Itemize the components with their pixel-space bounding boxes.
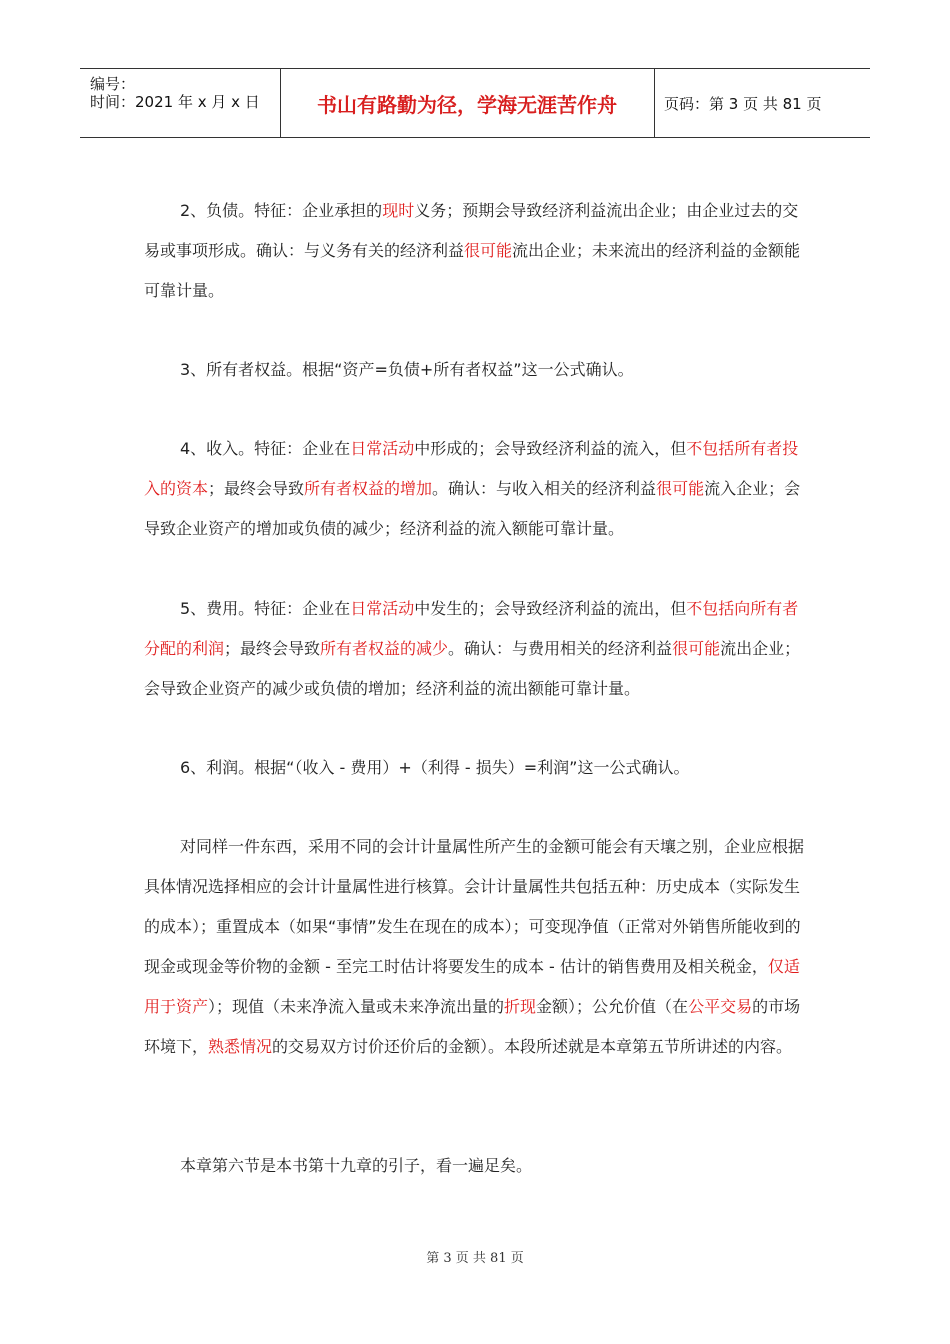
document-number: 编号： <box>90 75 136 93</box>
header-page-number: 页码：第 3 页 共 81 页 <box>664 95 822 113</box>
body-text: 流入企业；会导致企业资产的增加或负债的减少；经济利益的流入额能可靠计量。 <box>144 479 801 538</box>
header-page-cell <box>654 69 870 137</box>
emphasis-text: 所有者权益的减少 <box>320 639 449 658</box>
emphasis-text: 仅适用于资产 <box>144 957 800 1016</box>
paragraph-measurement-attributes <box>144 827 804 1067</box>
paragraph-liabilities <box>144 191 804 311</box>
body-text: 中发生的；会导致经济利益的流出，但 <box>414 599 687 618</box>
emphasis-text: 很可能 <box>464 241 513 260</box>
document-date: 时间：2021 年 x 月 x 日 <box>90 93 260 111</box>
paragraph-expenses <box>144 589 804 709</box>
body-text: 流出企业；会导致企业资产的减少或负债的增加；经济利益的流出额能可靠计量。 <box>144 639 801 698</box>
body-text: 金额）；公允价值（在 <box>536 997 689 1016</box>
emphasis-text: 不包括所有者投入的资本 <box>144 439 799 498</box>
body-text: 的交易双方讨价还价后的金额）。本段所述就是本章第五节所讲述的内容。 <box>272 1037 793 1056</box>
body-text: 3、所有者权益。根据“资产=负债+所有者权益”这一公式确认。 <box>180 360 634 379</box>
emphasis-text: 很可能 <box>672 639 721 658</box>
body-text: 中形成的；会导致经济利益的流入，但 <box>414 439 687 458</box>
emphasis-text: 现时 <box>382 201 415 220</box>
body-text: ；最终会导致 <box>224 639 321 658</box>
motto: 书山有路勤为径，学海无涯苦作舟 <box>317 93 617 117</box>
body-text: 6、利润。根据“（收入 - 费用）+（利得 - 损失）=利润”这一公式确认。 <box>180 758 690 777</box>
body-text: 。确认：与费用相关的经济利益 <box>448 639 673 658</box>
body-text: 。确认：与收入相关的经济利益 <box>432 479 657 498</box>
body-text: 义务；预期会导致经济利益流出企业；由企业过去的交易或事项形成。确认：与义务有关的经济利益 <box>144 201 799 260</box>
emphasis-text: 折现 <box>504 997 537 1016</box>
body-text: ；最终会导致 <box>208 479 305 498</box>
emphasis-text: 不包括向所有者分配的利润 <box>144 599 799 658</box>
body-text: 2、负债。特征：企业承担的 <box>180 201 383 220</box>
body-text: 流出企业；未来流出的经济利益的金额能可靠计量。 <box>144 241 801 300</box>
header-motto-cell <box>280 69 655 137</box>
body-text: 4、收入。特征：企业在 <box>180 439 351 458</box>
body-text: 本章第六节是本书第十九章的引子，看一遍足矣。 <box>180 1156 533 1175</box>
paragraph-section-six <box>144 1146 804 1186</box>
emphasis-text: 日常活动 <box>350 599 415 618</box>
paragraph-owners-equity <box>144 350 804 390</box>
emphasis-text: 所有者权益的增加 <box>304 479 433 498</box>
body-text: ）；现值（未来净流入量或未来净流出量的 <box>208 997 505 1016</box>
body-text: 5、费用。特征：企业在 <box>180 599 351 618</box>
paragraph-revenue <box>144 429 804 549</box>
paragraph-profit <box>144 748 804 788</box>
emphasis-text: 日常活动 <box>350 439 415 458</box>
body-text: 对同样一件东西，采用不同的会计计量属性所产生的金额可能会有天壤之别，企业应根据具体情况选择相应的会计计量属性进行核算。会计计量属性共包括五种：历史成本（实际发生的成本）；重置成本（如果“事情”发生在现在的成本）；可变现净值（正常对外销售所能收到的现金或现金等价物的金额 - 至完工时估计将要发生的成本 - 估计的销售费用及相关税金， <box>144 837 805 976</box>
emphasis-text: 公平交易 <box>688 997 753 1016</box>
emphasis-text: 很可能 <box>656 479 705 498</box>
emphasis-text: 熟悉情况 <box>208 1037 273 1056</box>
page-header <box>80 68 870 138</box>
header-meta-cell <box>80 69 281 137</box>
page-footer: 第 3 页 共 81 页 <box>426 1251 524 1266</box>
body-text: 的市场环境下， <box>144 997 801 1056</box>
